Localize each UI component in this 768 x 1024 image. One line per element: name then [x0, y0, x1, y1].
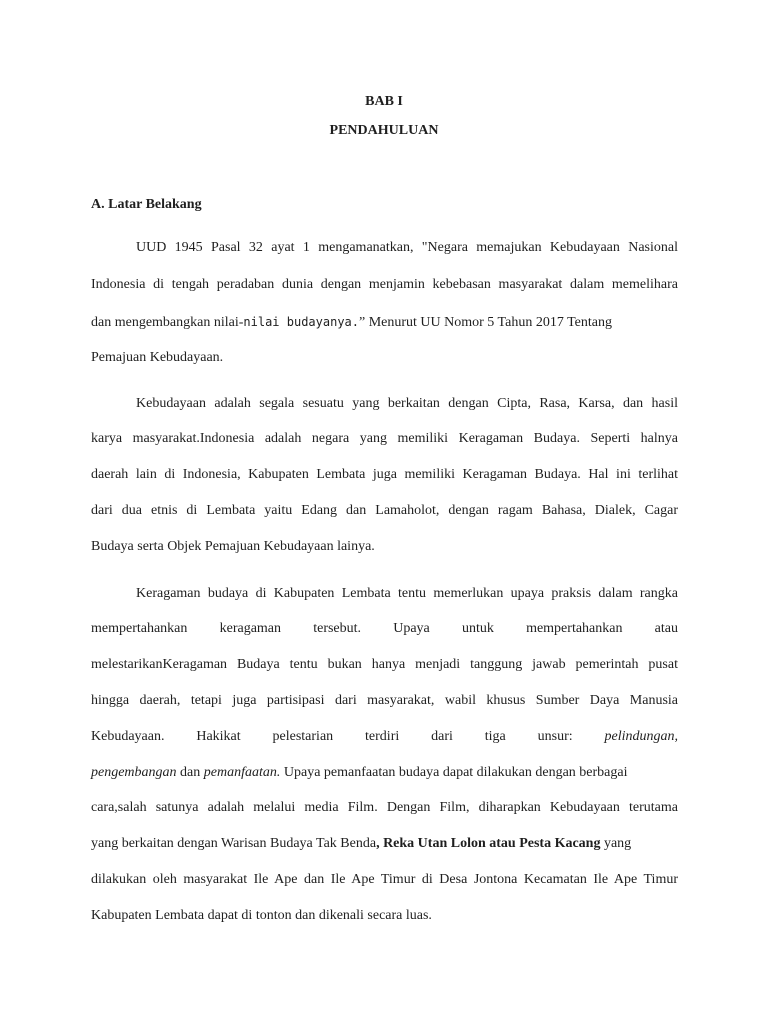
paragraph-3-line-5 [91, 728, 678, 746]
paragraph-3-line-6 [91, 764, 678, 782]
paragraph-3-term-pengembangan: pengembangan [91, 765, 177, 780]
paragraph-2-line-2: karya masyarakat.Indonesia adalah negara yang memiliki Keragaman Budaya. Seperti halnya [91, 431, 678, 446]
paragraph-2-line-5: Budaya serta Objek Pemajuan Kebudayaan lainya. [91, 539, 375, 554]
paragraph-3-line-2: mempertahankan keragaman tersebut. Upaya untuk mempertahankan atau [91, 621, 678, 636]
paragraph-2-line-3: daerah lain di Indonesia, Kabupaten Lembata juga memiliki Keragaman Budaya. Hal ini terlihat [91, 467, 678, 482]
paragraph-3-line-10: Kabupaten Lembata dapat di tonton dan dikenali secara luas. [91, 908, 432, 923]
paragraph-3-line-4: hingga daerah, tetapi juga partisipasi dari masyarakat, wabil khusus Sumber Daya Manusia [91, 693, 678, 708]
paragraph-3-line-7: cara,salah satunya adalah melalui media Film. Dengan Film, diharapkan Kebudayaan terutama [91, 800, 678, 815]
paragraph-3-term-pemanfaatan: pemanfaatan. [203, 765, 281, 780]
paragraph-3-line-6-end: Upaya pemanfaatan budaya dapat dilakukan dengan berbagai [280, 765, 628, 780]
paragraph-3-line-3: melestarikanKeragaman Budaya tentu bukan hanya menjadi tanggung jawab pemerintah pusat [91, 657, 678, 672]
paragraph-3-line-6-and: dan [176, 765, 204, 780]
paragraph-1-line-2: Indonesia di tengah peradaban dunia dengan menjamin kebebasan masyarakat dalam memelihara [91, 277, 678, 292]
paragraph-1-line-3 [91, 313, 678, 332]
paragraph-3-bold-event: , Reka Utan Lolon atau Pesta Kacang [376, 836, 601, 851]
paragraph-3-line-8 [91, 835, 678, 853]
paragraph-1-line-1: UUD 1945 Pasal 32 ayat 1 mengamanatkan, "Negara memajukan Kebudayaan Nasional [136, 240, 678, 255]
paragraph-1-line-4: Pemajuan Kebudayaan. [91, 350, 224, 365]
paragraph-3-line-1: Keragaman budaya di Kabupaten Lembata tentu memerlukan upaya praksis dalam rangka [136, 586, 678, 601]
paragraph-1-line-3-mono: nilai budayanya. [243, 315, 359, 329]
paragraph-3-line-9: dilakukan oleh masyarakat Ile Ape dan Ile Ape Timur di Desa Jontona Kecamatan Ile Ape Timur [91, 872, 678, 887]
chapter-title: PENDAHULUAN [329, 123, 439, 138]
paragraph-3-line-5-text: Kebudayaan. Hakikat pelestarian terdiri dari tiga unsur: [91, 729, 573, 744]
paragraph-3-term-pelindungan: pelindungan, [604, 729, 678, 744]
paragraph-1-line-3-end: ” Menurut UU Nomor 5 Tahun 2017 Tentang [359, 315, 612, 330]
paragraph-1-line-3-start: dan mengembangkan nilai- [91, 315, 244, 330]
paragraph-2-line-1: Kebudayaan adalah segala sesuatu yang berkaitan dengan Cipta, Rasa, Karsa, dan hasil [136, 396, 678, 411]
chapter-number: BAB I [365, 94, 403, 109]
paragraph-2-line-4: dari dua etnis di Lembata yaitu Edang dan Lamaholot, dengan ragam Bahasa, Dialek, Cagar [91, 503, 678, 518]
section-heading: A. Latar Belakang [91, 197, 202, 212]
paragraph-3-line-8-end: yang [600, 836, 632, 851]
paragraph-3-line-8-start: yang berkaitan dengan Warisan Budaya Tak Benda [91, 836, 377, 851]
